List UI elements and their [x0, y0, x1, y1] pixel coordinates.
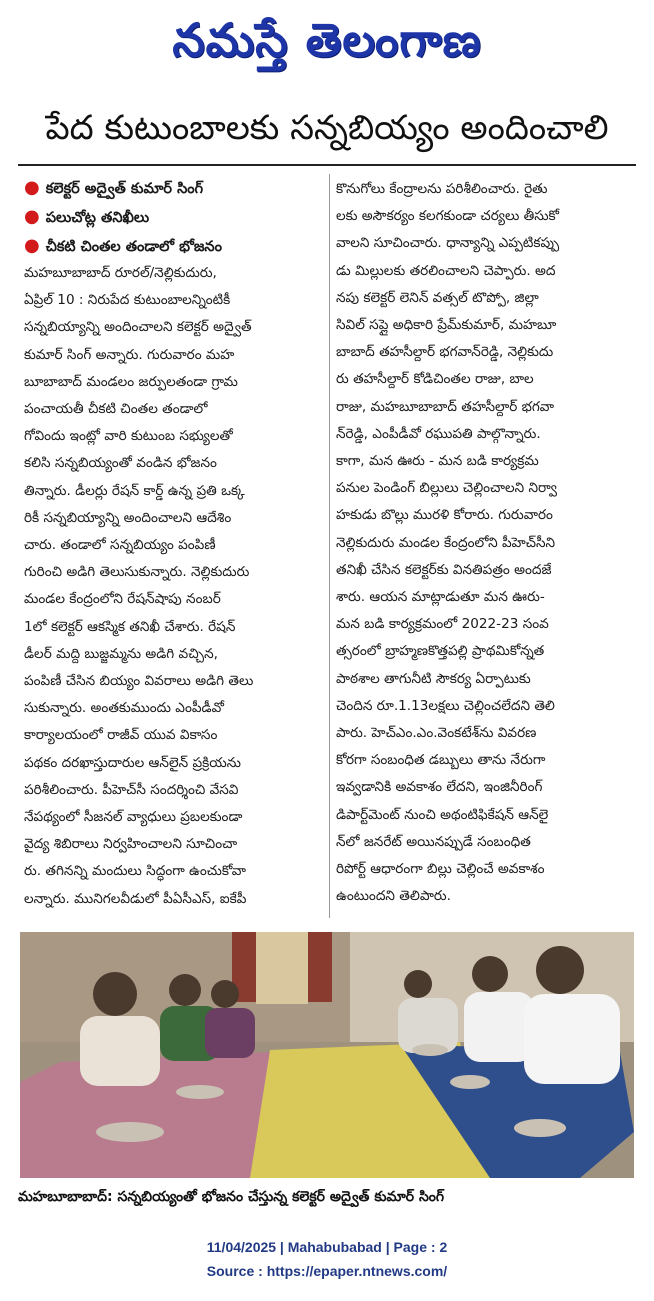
- bullet-icon: ●: [24, 206, 40, 227]
- column-divider: [329, 174, 330, 918]
- highlight-text: చీకటి చింతల తండాలో భోజనం: [45, 239, 222, 255]
- highlight-item: [24, 203, 324, 232]
- highlight-item: [24, 174, 324, 203]
- highlight-text: పలుచోట్ల తనిఖీలు: [45, 210, 150, 226]
- highlight-item: [24, 232, 324, 261]
- article-body-left-column: మహబూబాబాద్ రూరల్/నెల్లికుదురు, ఏప్రిల్ 10 : నిరుపేద కుటుంబాలన్నింటికీ సన్నబియ్యాన్ని అందించాలని కలెక్టర్ అద్వైత్ కుమార్ సింగ్ అన్నారు. గురువారం మహ బూబాబాద్ మండలం జర్పులతండా గ్రామ పంచాయతీ చీకటి చింతల తండాలో గోవిందు ఇంట్లో వారి కుటుంబ సభ్యులతో కలిసి సన్నబియ్యంతో వండిన భోజనం తిన్నారు. డీలర్లు రేషన్ కార్డ్ ఉన్న ప్రతి ఒక్క రికీ సన్నబియ్యాన్ని అందించాలని ఆదేశిం చారు. తండాలో సన్నబియ్యం పంపిణీ గురించి అడిగి తెలుసుకున్నారు. నెల్లికుదురు మండల కేంద్రంలోని రేషన్‌షాపు నంబర్ 1లో కలెక్టర్ ఆకస్మిక తనిఖీ చేశారు. రేషన్ డీలర్ మద్ది బుజ్జమ్మను అడిగి వచ్చిన, పంపిణీ చేసిన బియ్యం వివరాలు అడిగి తెలు సుకున్నారు. అంతకుముందు ఎంపీడీవో కార్యాలయంలో రాజీవ్ యువ వికాసం పథకం దరఖాస్తుదారుల ఆన్‌లైన్ ప్రక్రియను పరిశీలించారు. పీహెచ్‌సీ సందర్శించి వేసవి నేపథ్యంలో సీజనల్ వ్యాధులు ప్రబలకుండా వైద్య శిబిరాలు నిర్వహించాలని సూచించా రు. తగినన్ని మందులు సిద్ధంగా ఉంచుకోవా లన్నారు. మునిగలవీడులో పీఏసీఎస్, ఐకేపీ: [24, 265, 254, 907]
- highlight-text: కలెక్టర్ అద్వైత్ కుమార్ సింగ్: [45, 181, 204, 197]
- masthead-title: నమస్తే తెలంగాణ: [172, 13, 482, 67]
- article-highlights: [24, 174, 324, 261]
- article-photo: [20, 932, 634, 1178]
- photo-caption: మహబూబాబాద్: సన్నబియ్యంతో భోజనం చేస్తున్న కలెక్టర్ అద్వైత్ కుమార్ సింగ్: [18, 1189, 445, 1205]
- article-headline: పేద కుటుంబాలకు సన్నబియ్యం అందించాలి: [45, 108, 609, 148]
- bullet-icon: ●: [24, 235, 40, 256]
- bullet-icon: ●: [24, 177, 40, 198]
- footer-source-link[interactable]: Source : https://epaper.ntnews.com/: [206, 1263, 448, 1279]
- headline-divider: [18, 164, 636, 166]
- meal-scene-illustration: [20, 932, 634, 1178]
- newspaper-masthead: [0, 0, 654, 82]
- article-body-right-column: కొనుగోలు కేంద్రాలను పరిశీలించారు. రైతు లకు అసౌకర్యం కలగకుండా చర్యలు తీసుకో వాలని సూచించారు. ధాన్యాన్ని ఎప్పటికప్పు డు మిల్లులకు తరలించాలని చెప్పారు. అద నపు కలెక్టర్ లెనిన్ వత్సల్ టొప్పో, జిల్లా సివిల్ సప్లై అధికారి ప్రేమ్‌కుమార్, మహబూ బాబాద్ తహసీల్దార్ భగవాన్‌రెడ్డి, నెల్లికుదు రు తహసీల్దార్ కోడిచింతల రాజు, బాల రాజు, మహబూబాబాద్ తహసీల్దార్ భగవా న్‌రెడ్డి, ఎంపీడీవో రఘుపతి పాల్గొన్నారు. కాగా, మన ఊరు - మన బడి కార్యక్రమ పనుల పెండింగ్ బిల్లులు చెల్లించాలని నిర్వా హకుడు బొల్లు మురళి కోరారు. గురువారం నెల్లికుదురు మండల కేంద్రంలోని పీహెచ్‌సీని తనిఖీ చేసిన కలెక్టర్‌కు వినతిపత్రం అందజే శారు. ఆయన మాట్లాడుతూ మన ఊరు- మన బడి కార్యక్రమంలో 2022-23 సంవ త్సరంలో బ్రాహ్మణకొత్తపల్లి ప్రాథమికోన్నత పాఠశాల తాగునీటి సౌకర్య ఏర్పాటుకు చెందిన రూ.1.13లక్షలు చెల్లించలేదని తెలి పారు. హెచ్‌ఎం.ఎం.వెంకటేశ్‌ను వివరణ కోరగా సంబంధిత డబ్బులు తాను నేరుగా ఇవ్వడానికి అవకాశం లేదని, ఇంజినీరింగ్ డిపార్ట్‌మెంట్ నుంచి అథంటిఫికేషన్ ఆన్‌లై న్‌లో జనరేట్ అయినప్పుడే సంబంధిత రిపోర్ట్ ఆధారంగా బిల్లు చెల్లించే అవకాశం ఉంటుందని తెలిపారు.: [336, 181, 560, 905]
- footer-edition-info: 11/04/2025 | Mahabubabad | Page : 2: [206, 1239, 448, 1255]
